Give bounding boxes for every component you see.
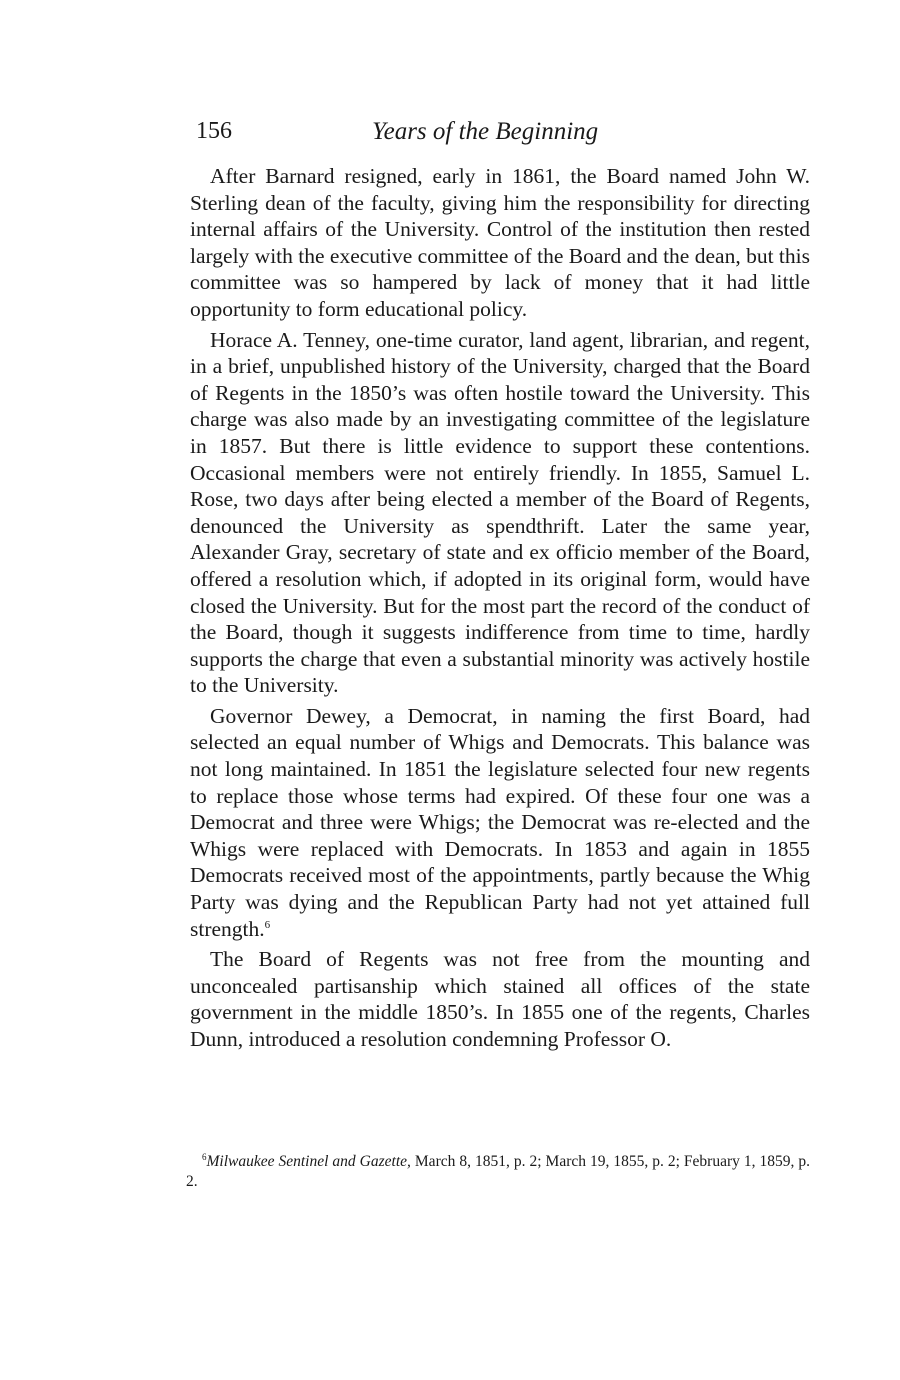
footnote-marker: 6 [202,1152,207,1162]
footnote-reference: 6 [264,918,271,931]
footnotes [186,1152,810,1192]
paragraph-1: After Barnard resigned, early in 1861, the Board named John W. Sterling dean of the faculty, giving him the responsibility for directing internal affairs of the University. Control of the institution then rested largely with the executive committee of the Board and the dean, but this committee was so hampered by lack of money that it had little opportunity to form educational policy. [190,164,810,321]
paragraph-4: The Board of Regents was not free from the mounting and unconcealed partisanship which stained all offices of the state government in the middle 1850’s. In 1855 one of the regents, Charles Dunn, introduced a resolution condemning Professor O. [190,947,810,1051]
running-head [196,118,808,152]
paragraph-3 [190,703,810,942]
paragraph-2: Horace A. Tenney, one-time curator, land agent, librarian, and regent, in a brief, unpublished history of the University, charged that the Board of Regents in the 1850’s was often hostile toward the University. This charge was also made by an investigating committee of the legislature in 1857. But there is little evidence to support these contentions. Occasional members were not entirely friendly. In 1855, Samuel L. Rose, two days after being elected a member of the Board of Regents, denounced the University as spendthrift. Later the same year, Alexander Gray, secretary of state and ex officio member of the Board, offered a resolution which, if adopted in its original form, would have closed the University. But for the most part the record of the conduct of the Board, though it suggests indifference from time to time, hardly supports the charge that even a substantial minority was actively hostile to the University. [190,327,810,698]
footnote-6 [186,1152,810,1192]
paragraph-3-text: Governor Dewey, a Democrat, in naming the first Board, had selected an equal number of Whigs and Democrats. This balance was not long maintained. In 1851 the legislature selected four new regents to replace those whose terms had expired. Of these four one was a Democrat and three were Whigs; the Democrat was re-elected and the Whigs were replaced with Democrats. In 1853 and again in 1855 Democrats received most of the appointments, partly because the Whig Party was dying and the Republican Party had not yet attained full strength. [190,703,810,941]
footnote-text: March 8, 1851, p. 2; March 19, 1855, p. 2; February 1, 1859, p. 2. [186,1153,810,1190]
page-number: 156 [196,118,232,144]
running-title: Years of the Beginning [372,118,599,145]
body-text [190,163,810,1057]
footnote-source: Milwaukee Sentinel and Gazette, [206,1153,411,1170]
